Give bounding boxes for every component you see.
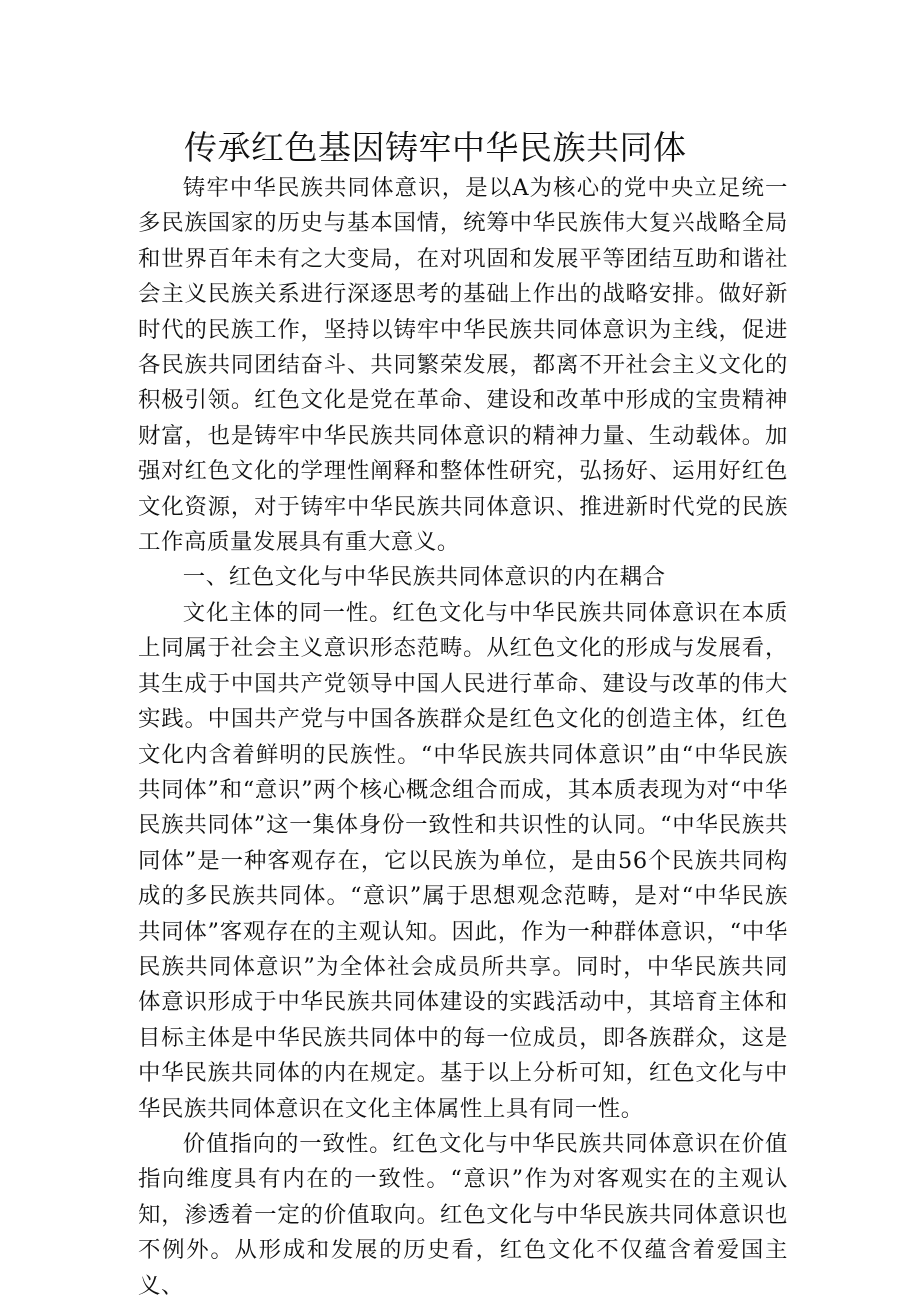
section-heading: 一、红色文化与中华民族共同体意识的内在耦合	[182, 564, 666, 591]
section-paragraph-value-consistency: 价值指向的一致性。红色文化与中华民族共同体意识在价值指向维度具有内在的一致性。“意识”作为对客观实在的主观认知，渗透着一定的价值取向。红色文化与中华民族共同体意识也不例外。从形成和发展的历史看，红色文化不仅蕴含着爱国主义、	[138, 1130, 788, 1299]
intro-paragraph: 铸牢中华民族共同体意识，是以A为核心的党中央立足统一多民族国家的历史与基本国情，统筹中华民族伟大复兴战略全局和世界百年未有之大变局，在对巩固和发展平等团结互助和谐社会主义民族关系进行深逐思考的基础上作出的战略安排。做好新时代的民族工作，坚持以铸牢中华民族共同体意识为主线，促进各民族共同团结奋斗、共同繁荣发展，都离不开社会主义文化的积极引领。红色文化是党在革命、建设和改革中形成的宝贵精神财富，也是铸牢中华民族共同体意识的精神力量、生动载体。加强对红色文化的学理性阐释和整体性研究，弘扬好、运用好红色文化资源，对于铸牢中华民族共同体意识、推进新时代党的民族工作高质量发展具有重大意义。	[138, 175, 788, 556]
section-paragraph-subject-identity: 文化主体的同一性。红色文化与中华民族共同体意识在本质上同属于社会主义意识形态范畴。从红色文化的形成与发展看，其生成于中国共产党领导中国人民进行革命、建设与改革的伟大实践。中国共产党与中国各族群众是红色文化的创造主体，红色文化内含着鲜明的民族性。“中华民族共同体意识”由“中华民族共同体”和“意识”两个核心概念组合而成，其本质表现为对“中华民族共同体”这一集体身份一致性和共识性的认同。“中华民族共同体”是一种客观存在，它以民族为单位，是由56个民族共同构成的多民族共同体。“意识”属于思想观念范畴，是对“中华民族共同体”客观存在的主观认知。因此，作为一种群体意识，“中华民族共同体意识”为全体社会成员所共享。同时，中华民族共同体意识形成于中华民族共同体建设的实践活动中，其培育主体和目标主体是中华民族共同体中的每一位成员，即各族群众，这是中华民族共同体的内在规定。基于以上分析可知，红色文化与中华民族共同体意识在文化主体属性上具有同一性。	[138, 599, 788, 1122]
document-body	[138, 171, 788, 1304]
document-title: 传承红色基因铸牢中华民族共同体	[184, 128, 687, 167]
